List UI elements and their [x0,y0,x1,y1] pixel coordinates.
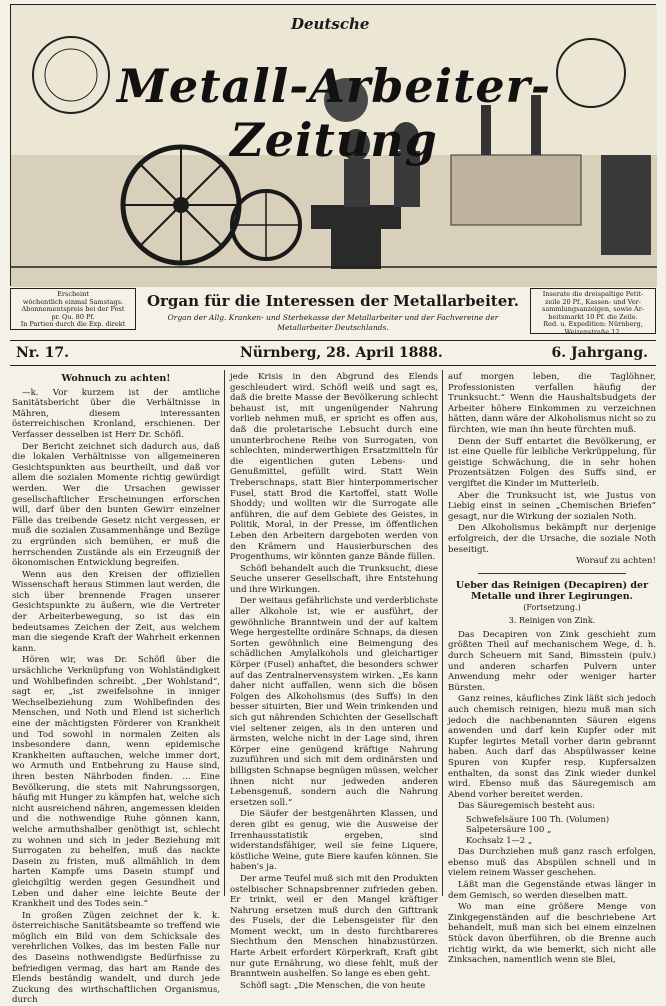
organ-subtitle: Organ der Allg. Kranken- und Sterbekasse der Metallarbeiter und der Fachvereine der [167,313,499,322]
column-1 [12,372,220,1006]
advert-line: beitsmarkt 10 Pf. die Zeile. [548,312,638,321]
article-paragraph: Schöfl behandelt auch die Trunksucht, diese Seuche unserer Gesellschaft, ihre Entstehung und ihre Wirkungen. [230,563,438,595]
article-paragraph: Das Decapiren von Zink geschieht zum größten Theil auf mechanischem Wege, d. h. durch Scheuern mit Sand, Bimsstein (pulv.) und anderen scharfen Pulvern unter Anwendung mehr oder weniger harter Bürsten. [448,629,656,693]
organ-subtitle-2: Metallarbeiter Deutschlands. [277,323,389,332]
subscription-line: Erscheint [57,290,89,298]
article-paragraph: In großen Zügen zeichnet der k. k. österreichische Sanitätsbeamte so treffend wie möglich ein Bild von dem Schicksale des verehrlichen Volkes, das im besten Falle nur des Daseins nothwendigste Bedürfnisse zu befriedigen vermag, das hart am Rande des Elends beständig wandelt, und durch jede Zuckung des wirthschaftlichen Organismus, durch [12,910,220,1006]
article-paragraph: Die Säufer der bestgenährten Klassen, und deren gibt es genug, wie die Ausweise der Irrenhausstatistik ergeben, sind widerstandsfähiger, weil sie feine Liquere, köstliche Weine, gute Biere kaufen können. Sie haben's ja. [230,809,438,873]
section-heading: 3. Reinigen von Zink. [508,616,596,626]
column-rule [224,370,225,896]
organ-title: Organ für die Interessen der Metallarbeiter. [146,292,520,310]
article-paragraph: Aber die Trunksucht ist, wie Justus von Liebig einst in seinen „Chemischen Briefen“ gesagt, nur die Wirkung der sozialen Noth. [448,490,656,522]
article-paragraph: —k. Vor kurzem ist der amtliche Sanitätsbericht über die Verhältnisse in Mähren, diesem interessanten österreichischen Kronland, erschienen. Der Verfasser desselben ist Herr Dr. Schöfl. [12,387,220,440]
article-paragraph: jede Krisis in den Abgrund des Elends geschleudert wird. Schöfl weiß und sagt es, daß die breite Masse der Bevölkerung schlecht behaust ist, mit ungenügender Nahrung vorlieb nehmen muß, er spricht es offen aus, daß die proletarische Lebsucht durch eine ununterbrochene Reihe von Surrogaten, von schlechten, minderwerthigen Ersatzmitteln für die eigentlichen guten Lebens- und Genußmittel, gefüllt wird. Statt Wein Treberschnaps, statt Bier hinterpommerischer Fusel, statt Brod die Kartoffel, statt Wolle Shoddy; und wollten wir die Surrogate alle anführen, die auf dem Gebiete des Geistes, in Politik, Moral, in der Presse, im öffentlichen Leben den Arbeitern dargeboten werden von den Krämern und Hausierburschen des Progenthums, wir könnten ganze Bände füllen. [230,372,438,563]
article-paragraph: Schöfl sagt: „Die Menschen, die von heute [240,980,426,991]
issue-number: Nr. 17. [16,345,69,361]
masthead [10,4,656,286]
recipe-line: Salpetersäure 100 „ [466,824,552,835]
recipe-line: Schwefelsäure 100 Th. (Volumen) [466,813,610,824]
masthead-title: Metall-Arbeiter-Zeitung [117,59,551,167]
advert-line: Inserate die dreispaltige Petit- [542,290,644,298]
column-3 [448,372,656,966]
advert-line: zeile 20 Pf., Kassen- und Ver- [545,297,641,306]
article-paragraph: Den Alkoholismus bekämpft nur derjenige erfolgreich, der die Ursache, die soziale Noth beseitigt. [448,523,656,555]
column-rule [442,370,443,896]
article-paragraph: Wo man eine größere Menge von Zinkgegenständen auf die beschriebene Art behandelt, muß man sich bei einem einzelnen Stück davon überführen, ob die Brenne auch richtig wirkt, da wie bemerkt, sich nicht alle Zinksachen, namentlich wenn sie Blei, [448,902,656,966]
recipe-list [466,814,656,845]
subscription-box [10,288,136,330]
issue-year: 6. Jahrgang. [551,345,648,361]
article-paragraph: Wenn aus den Kreisen der offiziellen Wissenschaft heraus Stimmen laut werden, die sich über brennende Fragen unserer Gesichtspunkte zu äußern, wie die Vertreter der Arbeiterbewegung, so ist das ein bedeutsames Zeichen der Zeit, aus welchem man die siegende Kraft der Wahrheit erkennen kann. [12,569,220,654]
recipe-line: Kochsalz 1—2 „ [466,834,533,845]
article-paragraph: auf morgen leben, die Taglöhner, Professionisten verfallen häufig der Trunksucht.“ Wenn die Haushaltsbudgets der Arbeiter höhere Einkommen zu verzeichnen hätten, dann wäre der Alkoholismus nicht so zu fürchten, wie man ihn heute fürchten muß. [448,372,656,435]
subscription-line: wöchentlich einmal Samstags. [22,297,124,306]
column-2 [230,372,438,991]
issue-date: Nürnberg, 28. April 1888. [240,345,443,361]
advert-line: sammlungsanzeigen, sowie Ar- [541,305,645,314]
article-paragraph: Hören wir, was Dr. Schöfl über die ursächliche Verknüpfung von Wohlständigkeit und Wohlbefinden schreibt. „Der Wohlstand“, sagt er, „ist zweifelsohne in inniger Wechselbeziehung zum Wohlbefinden des Menschen, und Noth und Elend ist sicherlich eine der mächtigsten Förderer von Krankheit und Tod sowohl in normalen Zeiten als insbesondere dann, wenn epidemische Krankheiten auftauchen, welche immer dort, wo Armuth und Entbehrung zu Hause sind, ihren besten Nährboden finden. ... Eine Bevölkerung, die stets mit Nahrungssorgen, häufig mit Hunger zu kämpfen hat, welche sich nicht ausreichend nähren, angemessen kleiden und die nothwendige Ruhe gönnen kann, welche armuthshalber genöthigt ist, schlecht zu wohnen und sich in jeder Beziehung mit Surrogaten zu behelfen, muß das nackte Dasein zu fristen, muß allmählich in dem harten Kampfe ums Dasein stumpf und gleichgiltig werden gegen Gesundheit und Leben und daher eine leichte Beute der Krankheit und des Todes sein.“ [12,655,220,910]
issue-bar [10,340,656,366]
masthead-title-small: Deutsche [291,15,370,33]
article-paragraph: Der Bericht zeichnet sich dadurch aus, daß die lokalen Verhältnisse von allgemeineren Gesichtspunkten aus beurtheilt, und daß vor allem die sozialen Momente richtig gewürdigt werden. Wer die Ursachen gewisser gesellschaftlicher Erscheinungen erforschen will, darf über den bunten Gewirr einzelner Fälle das treibende Gesetz nicht vergessen, er muß die sozialen Zusammenhänge und Bezüge zu ergründen sich bemühen, er muß die herrschenden Zustände als ein Erzeugniß der ökonomischen Entwicklung begreifen. [12,441,220,569]
article-separator [478,573,626,574]
continued-note: (Fortsetzung.) [523,602,581,612]
article-paragraph: Das Säuregemisch besteht aus: [458,801,596,812]
article-heading: Wohnuch zu achten! [61,373,171,384]
subscription-line: In Partien durch die Exp. direkt [20,320,126,329]
article-heading: Ueber das Reinigen (Decapiren) der Metalle und ihrer Legirungen. [455,579,649,602]
article-paragraph: Läßt man die Gegenstände etwas länger in dem Gemisch, so werden dieselben matt. [448,879,656,901]
subscription-line: Abonnementspreis bei der Post [21,305,125,314]
advert-line: Red. u. Expedition: Nürnberg, [543,320,643,329]
article-paragraph: Das Durchziehen muß ganz rasch erfolgen, ebenso muß das Abspülen schnell und in vielem reinem Wasser geschehen. [448,847,656,879]
article-paragraph: Der weitaus gefährlichste und verderblichste aller Alkohole ist, wie er ausführt, der gewöhnliche Branntwein und der auf kaltem Wege hergestellte ordinäre Schnaps, da diesen Sorten gewöhnlich eine Beimengung des schädlichen Amylalkohols und gleichartiger Körper (Fusel) anhaftet, die besonders schwer auf das Zentralnervensystem wirken. „Es kann daher nicht auffallen, wenn sich die bösen Folgen des Alkoholismus (des Suffs) in den besser situirten, Bier und Wein trinkenden und sich gut nährenden Schichten der Gesellschaft viel seltener zeigen, als in den unteren und ärmsten, welche nicht in der Lage sind, ihren Körper eine genügend kräftige Nahrung zuzuführen und sich mit dem ordinärsten und billigsten Schnapse begnügen müssen, welcher ihnen nicht nur jedweden anderen Lebensgenuß, sondern auch die Nahrung ersetzen soll.“ [230,596,438,808]
subscription-line: pr. Qu. 80 Pf. [51,312,95,321]
article-paragraph: Der arme Teufel muß sich mit den Produkten ostelbischer Schnapsbrenner zufrieden geben. Er trinkt, weil er den Mangel kräftiger Nahrung ersetzen muß durch den Gifttrank des Fusels, der die Lebensgeister für den Moment weckt, um in desto furchtbareres Siechthum den Menschen hinabzustürzen. Harte Arbeit erfordert Körperkraft, Kraft gibt nur gute Ernährung, wo diese fehlt, muß der Branntwein aushelfen. So lange es eben geht. [230,873,438,980]
article-paragraph: Ganz reines, käufliches Zink läßt sich jedoch auch chemisch reinigen, hiezu muß man sich jedoch die nachbenannten Säuren eigens anwenden und darf kein Kupfer oder mit Kupfer legirtes Metall vorher darin gebrannt haben. Auch darf das Abspülwasser keine Spuren von Kupfer resp. Kupfersalzen enthalten, da sonst das Zink wieder dunkel wird. Ebenso muß das Säuregemisch am Abend vorher bereitet werden. [448,694,656,800]
article-paragraph: Denn der Suff entartet die Bevölkerung, er ist eine Quelle für leibliche Verkrüppelung, für geistige Schwächung, die in sehr hohen Prozentsätzen Folgen des Suffs sind, er vergiftet die Kinder im Mutterleib. [448,436,656,489]
article-signoff: Worauf zu achten! [576,556,656,567]
advert-line: Weizenstraße 12. [564,327,622,336]
advert-box [530,288,656,334]
